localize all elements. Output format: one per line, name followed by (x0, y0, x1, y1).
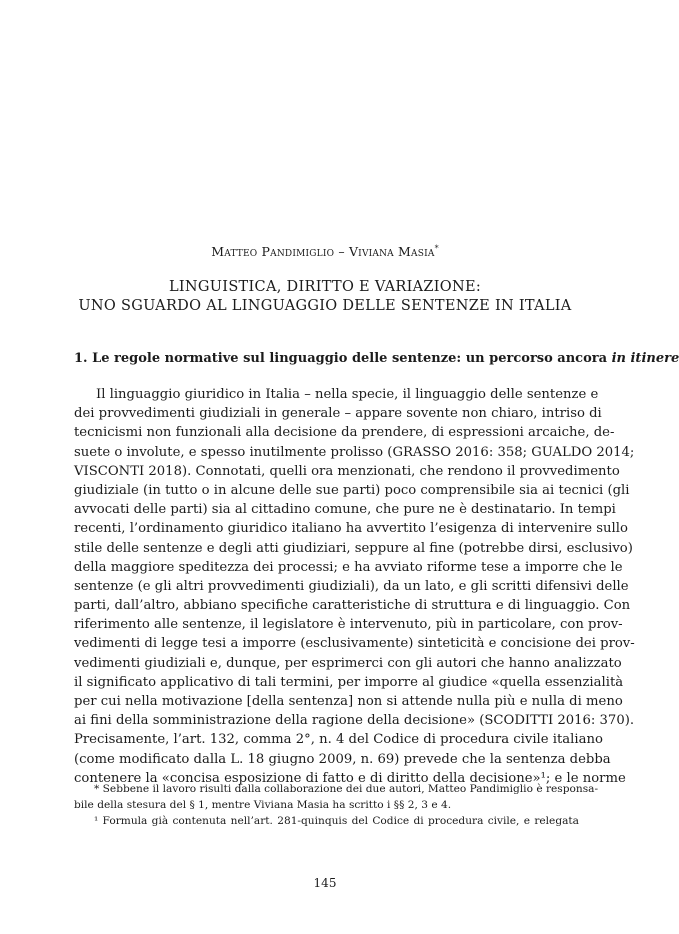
authors-line (0, 244, 650, 259)
body-line: avvocati delle parti) sia al cittadino comune, che pure ne è destinatario. In tempi (74, 502, 616, 518)
body-line: riferimento alle sentenze, il legislatore è intervenuto, più in particolare, con prov- (74, 617, 623, 633)
body-line: sentenze (e gli altri provvedimenti giudiziali), da un lato, e gli scritti difensivi delle (74, 578, 629, 594)
section-heading-main: 1. Le regole normative sul linguaggio delle sentenze: un percorso ancora (74, 351, 612, 366)
footnote-line: ¹ Formula già contenuta nell’art. 281-quinquis del Codice di procedura civile, e relegata (94, 815, 579, 827)
section-heading (74, 350, 679, 368)
footnotes (74, 781, 599, 829)
body-line: della maggiore speditezza dei processi; e ha avviato riforme tese a imporre che le (74, 559, 623, 575)
body-line: stile delle sentenze e degli atti giudiziari, seppure al fine (potrebbe dirsi, esclusivo) (74, 540, 633, 556)
body-line: il significato applicativo di tali termini, per imporre al giudice «quella essenzialità (74, 674, 624, 690)
body-line: per cui nella motivazione [della sentenza] non si attende nulla più e nulla di meno (74, 694, 623, 709)
footnote-line: * Sebbene il lavoro risulti dalla collaborazione dei due autori, Matteo Pandimiglio è responsa- (94, 783, 599, 795)
authors-footnote-mark: * (434, 244, 439, 253)
footnote-line: bile della stesura del § 1, mentre Viviana Masia ha scritto i §§ 2, 3 e 4. (74, 799, 452, 811)
body-line: contenere la «concisa esposizione di fatto e di diritto della decisione»¹; e le norme (74, 770, 626, 786)
body-line: Precisamente, l’art. 132, comma 2°, n. 4 del Codice di procedura civile italiano (74, 732, 603, 748)
article-title (0, 278, 650, 316)
authors-names: Matteo Pandimiglio – Viviana Masia (211, 244, 435, 260)
body-line: VISCONTI 2018). Connotati, quelli ora menzionati, che rendono il provvedimento (74, 463, 620, 479)
body-line: Il linguaggio giuridico in Italia – nella specie, il linguaggio delle sentenze e (96, 387, 599, 402)
body-line: vedimenti giudiziali e, dunque, per esprimerci con gli autori che hanno analizzato (74, 655, 622, 671)
article-title-line-1: LINGUISTICA, DIRITTO E VARIAZIONE: (168, 279, 482, 295)
body-line: (come modificato dalla L. 18 giugno 2009, n. 69) prevede che la sentenza debba (74, 751, 611, 767)
body-line: recenti, l’ordinamento giuridico italiano ha avvertito l’esigenza di intervenire sullo (74, 521, 628, 537)
article-title-line-2: UNO SGUARDO AL LINGUAGGIO DELLE SENTENZE IN ITALIA (78, 298, 572, 314)
body-line: parti, dall’altro, abbiano specifiche caratteristiche di struttura e di linguaggio. Con (74, 598, 631, 614)
body-line: giudiziale (in tutto o in alcune delle sue parti) poco comprensibile sia ai tecnici (gli (74, 482, 630, 498)
body-line: suete o involute, e spesso inutilmente prolisso (GRASSO 2016: 358; GUALDO 2014; (74, 444, 635, 460)
body-line: ai fini della somministrazione della ragione della decisione» (SCODITTI 2016: 370). (74, 713, 635, 729)
body-line: tecnicismi non funzionali alla decisione da prendere, di espressioni arcaiche, de- (74, 425, 615, 441)
page-number: 145 (313, 876, 337, 890)
section-heading-italic: in itinere (611, 351, 679, 366)
body-line: vedimenti di legge tesi a imporre (esclusivamente) sinteticità e concisione dei prov- (74, 636, 635, 652)
body-line: dei provvedimenti giudiziali in generale – appare sovente non chiaro, intriso di (74, 406, 602, 422)
body-paragraph (74, 385, 635, 788)
